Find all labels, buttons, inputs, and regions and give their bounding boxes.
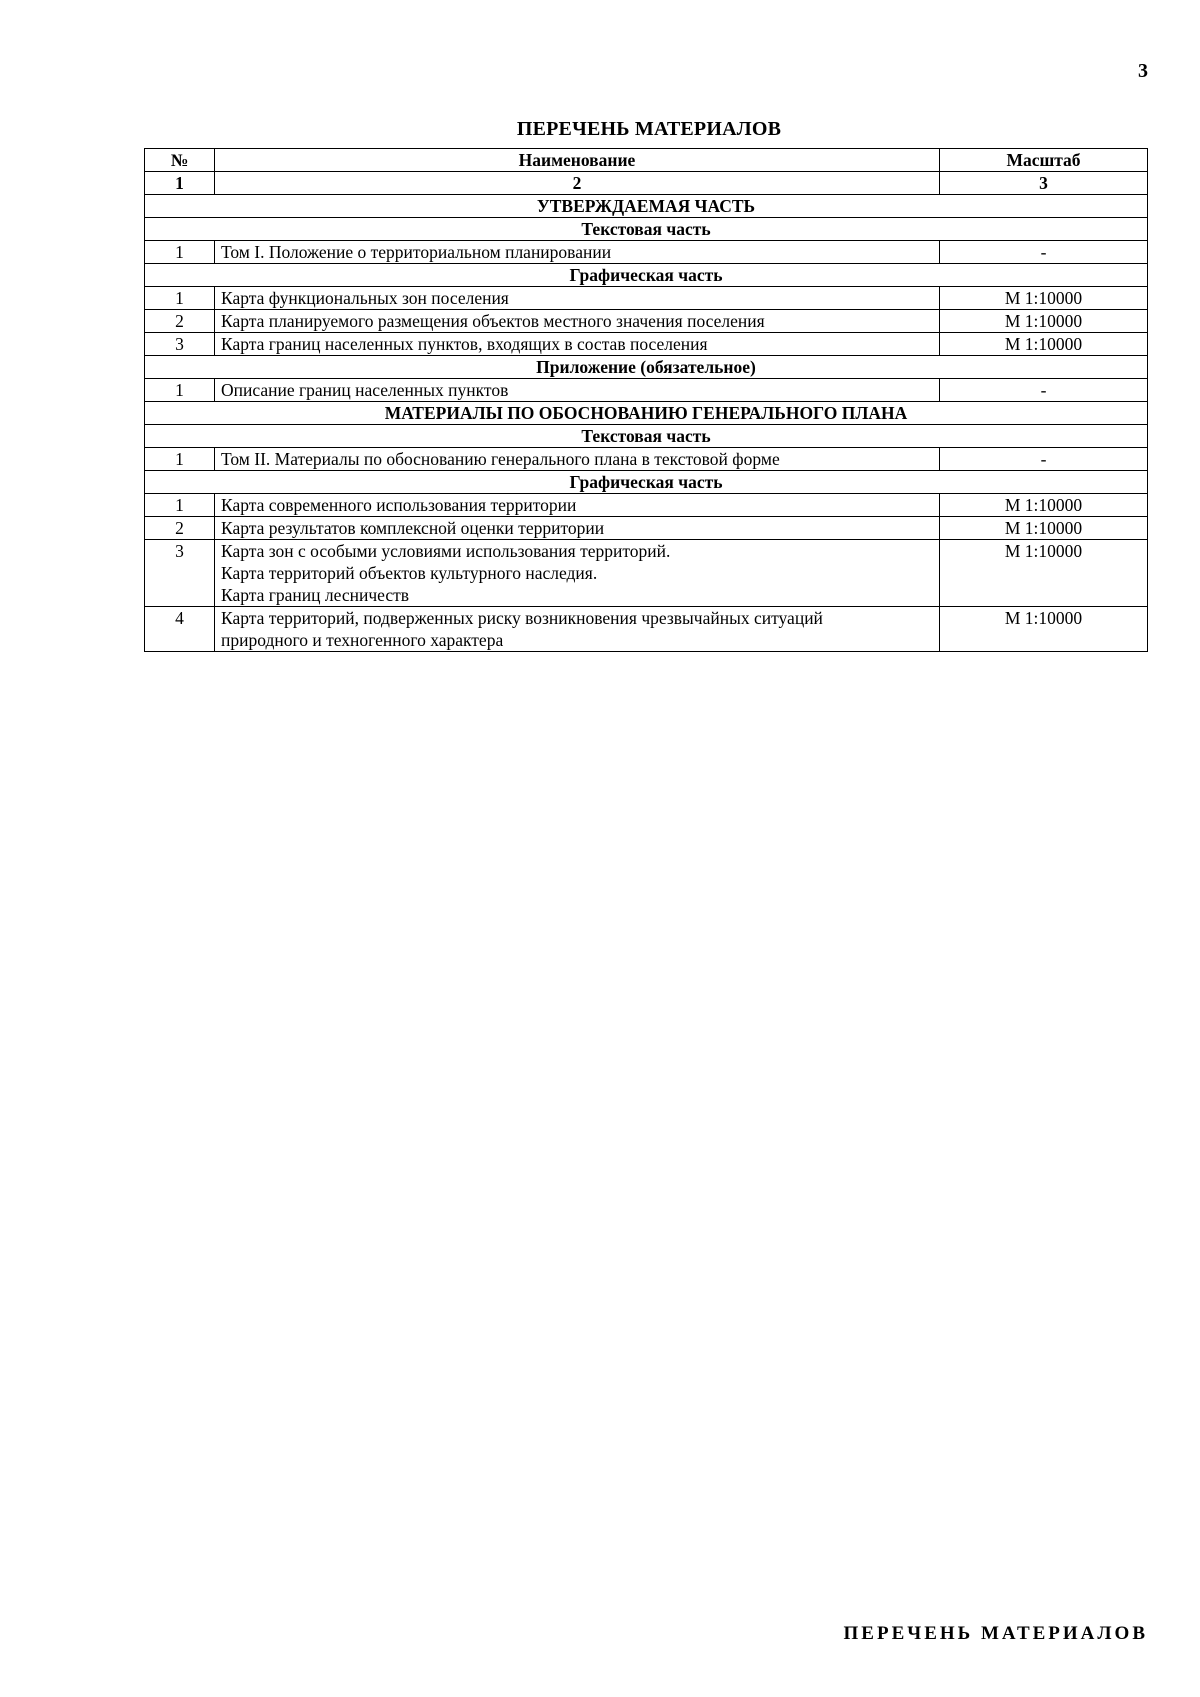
row-scale: М 1:10000: [940, 310, 1148, 333]
subsection-row: [145, 356, 1148, 379]
row-name-line: Карта результатов комплексной оценки территории: [221, 518, 605, 538]
subsection-row: [145, 425, 1148, 448]
table-row: [145, 607, 1148, 652]
row-name: [215, 540, 940, 607]
column-number: 1: [145, 172, 215, 195]
row-name: [215, 494, 940, 517]
row-scale: -: [940, 241, 1148, 264]
row-name: [215, 607, 940, 652]
row-name-line: Карта территорий, подверженных риску возникновения чрезвычайных ситуаций: [221, 608, 823, 628]
row-name-line: Карта современного использования территории: [221, 495, 577, 515]
row-name-line: Карта функциональных зон поселения: [221, 288, 509, 308]
row-name-line: Описание границ населенных пунктов: [221, 380, 509, 400]
column-numbers-row: [145, 172, 1148, 195]
document-title: ПЕРЕЧЕНЬ МАТЕРИАЛОВ: [516, 118, 782, 140]
subsection-title: Графическая часть: [145, 471, 1148, 494]
header-number: №: [145, 149, 215, 172]
table-header-row: [145, 149, 1148, 172]
subsection-title: Графическая часть: [145, 264, 1148, 287]
row-number: 3: [145, 333, 215, 356]
row-name: [215, 241, 940, 264]
page-number: 3: [1138, 60, 1148, 82]
header-scale: Масштаб: [940, 149, 1148, 172]
table-row: [145, 310, 1148, 333]
row-number: 3: [145, 540, 215, 607]
row-scale: М 1:10000: [940, 517, 1148, 540]
row-name-line: природного и техногенного характера: [221, 630, 504, 650]
table-body: [145, 195, 1148, 652]
row-name-line: Карта границ населенных пунктов, входящих в состав поселения: [221, 334, 708, 354]
row-number: 1: [145, 287, 215, 310]
row-name-line: Карта границ лесничеств: [221, 585, 410, 605]
column-number: 3: [940, 172, 1148, 195]
row-scale: М 1:10000: [940, 494, 1148, 517]
row-number: 2: [145, 310, 215, 333]
table-row: [145, 241, 1148, 264]
row-name-line: Том II. Материалы по обоснованию генерального плана в текстовой форме: [221, 449, 780, 469]
row-name-line: Том I. Положение о территориальном планировании: [221, 242, 612, 262]
table-row: [145, 494, 1148, 517]
row-name: [215, 310, 940, 333]
subsection-row: [145, 471, 1148, 494]
table-row: [145, 448, 1148, 471]
row-scale: М 1:10000: [940, 333, 1148, 356]
row-number: 1: [145, 448, 215, 471]
subsection-title: Текстовая часть: [145, 218, 1148, 241]
subsection-title: Приложение (обязательное): [145, 356, 1148, 379]
row-number: 2: [145, 517, 215, 540]
column-number: 2: [215, 172, 940, 195]
table-row: [145, 287, 1148, 310]
subsection-row: [145, 264, 1148, 287]
table-row: [145, 540, 1148, 607]
row-scale: М 1:10000: [940, 607, 1148, 652]
section-title: МАТЕРИАЛЫ ПО ОБОСНОВАНИЮ ГЕНЕРАЛЬНОГО ПЛАНА: [145, 402, 1148, 425]
section-title: УТВЕРЖДАЕМАЯ ЧАСТЬ: [145, 195, 1148, 218]
page-footer: ПЕРЕЧЕНЬ МАТЕРИАЛОВ: [843, 1623, 1148, 1644]
subsection-row: [145, 218, 1148, 241]
row-name: [215, 379, 940, 402]
table-row: [145, 379, 1148, 402]
row-scale: М 1:10000: [940, 540, 1148, 607]
row-number: 1: [145, 379, 215, 402]
table-row: [145, 517, 1148, 540]
row-number: 1: [145, 494, 215, 517]
row-name-line: Карта планируемого размещения объектов местного значения поселения: [221, 311, 765, 331]
row-scale: -: [940, 448, 1148, 471]
row-name: [215, 333, 940, 356]
materials-table: [144, 148, 1148, 652]
row-number: 1: [145, 241, 215, 264]
row-number: 4: [145, 607, 215, 652]
section-row: [145, 402, 1148, 425]
section-row: [145, 195, 1148, 218]
row-name: [215, 287, 940, 310]
subsection-title: Текстовая часть: [145, 425, 1148, 448]
row-scale: М 1:10000: [940, 287, 1148, 310]
row-name-line: Карта зон с особыми условиями использования территорий.: [221, 541, 671, 561]
row-scale: -: [940, 379, 1148, 402]
row-name: [215, 448, 940, 471]
row-name: [215, 517, 940, 540]
table-row: [145, 333, 1148, 356]
row-name-line: Карта территорий объектов культурного наследия.: [221, 563, 598, 583]
header-name: Наименование: [215, 149, 940, 172]
